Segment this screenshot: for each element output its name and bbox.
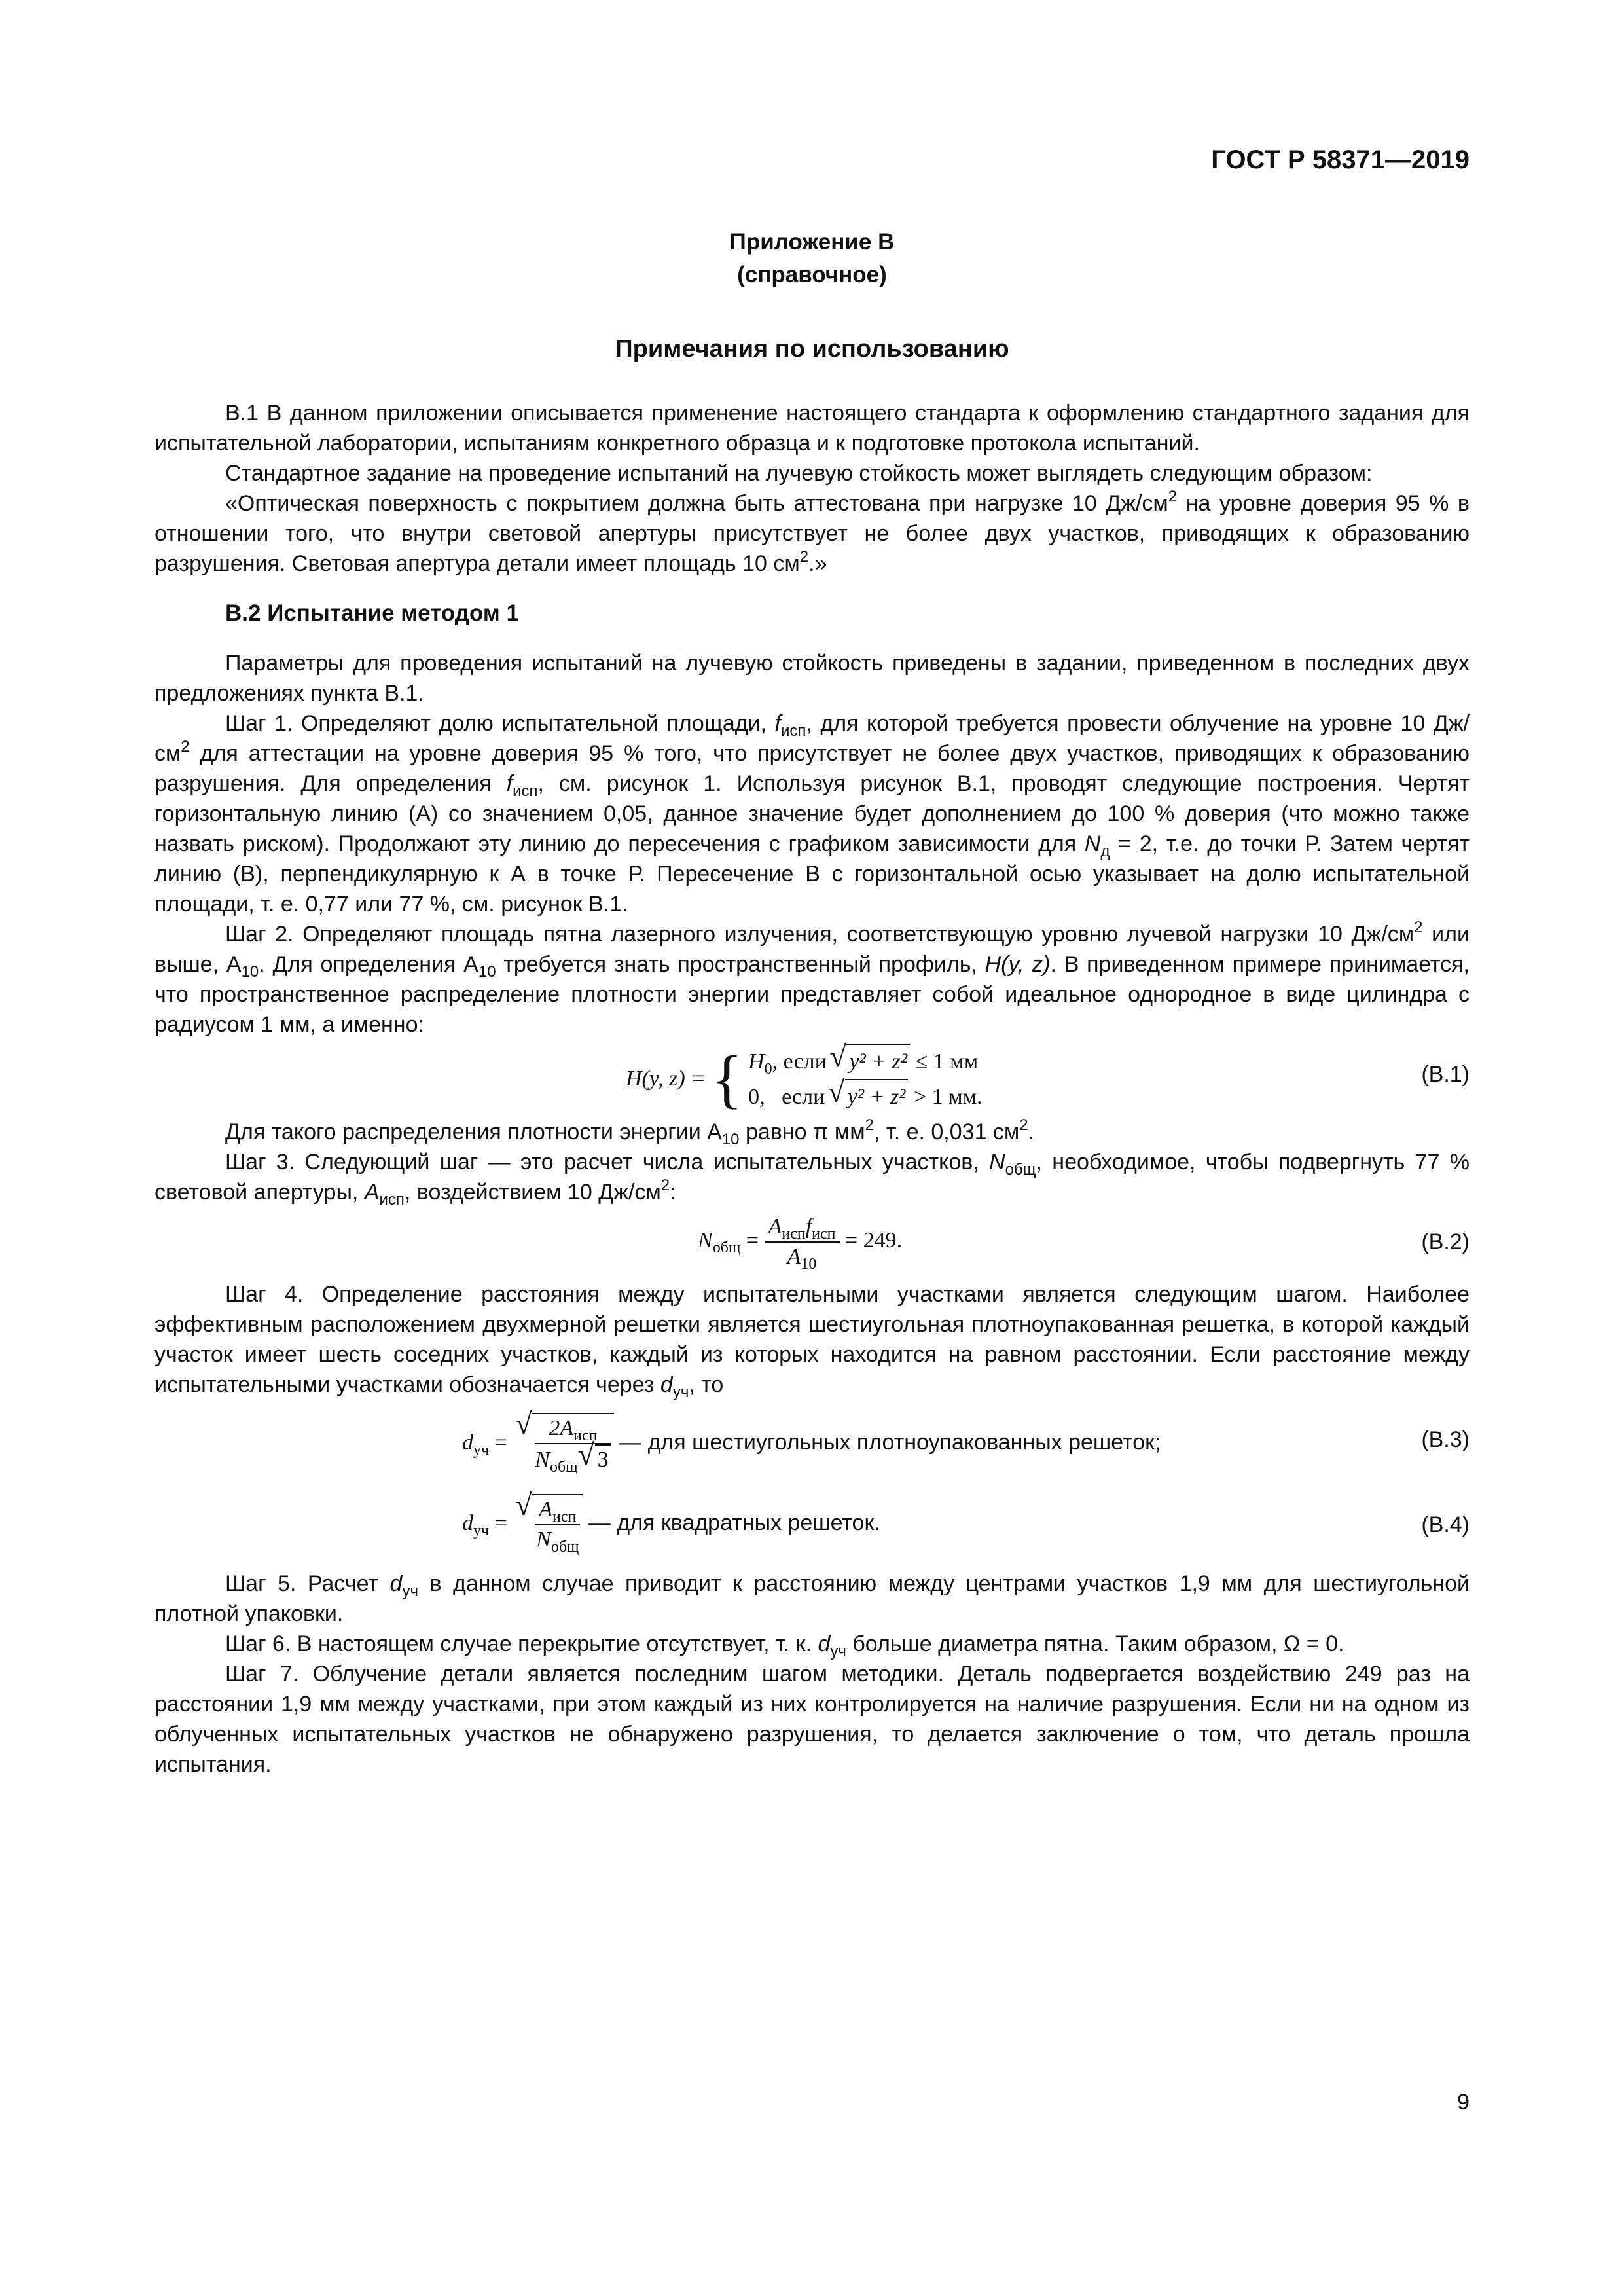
- formula-b4-lhs: d: [462, 1510, 473, 1535]
- formula-brace: {: [711, 1042, 743, 1115]
- paragraph-step-3: Шаг 3. Следующий шаг — это расчет числа испытательных участков, $N_{общ}$, необходимое, чтобы подвергнуть 77 % световой апертуры, $A_{исп}$, воздействием 10 $Дж/см^2$:: [154, 1150, 1470, 1209]
- formula-b1-case-1: $H_0$, если √ y² + z² ≤ 1 мм: [748, 1044, 983, 1079]
- paragraph-b1: В.1 В данном приложении описывается применение настоящего стандарта к оформлению стандартного задания для испытательной лаборатории, испытаниям конкретного образца и к подготовке протокола испытаний.: [154, 401, 1470, 456]
- paragraph-step-2: Шаг 2. Определяют площадь пятна лазерного излучения, соответствующую уровню лучевой нагрузки 10 $Дж/см^2$ или выше, $А_{10}$. Для определения $А_{10}$ требуется знать пространственный профиль, H(y, z). В приведенном примере принимается, что пространственное распределение плотности энергии представляет собой идеальное однородное в виде цилиндра с радиусом 1 мм, а именно:: [154, 919, 1470, 1037]
- formula-b2-fraction: $\frac{A_{исп}f_{исп}}{A_{10}}$: [765, 1212, 840, 1271]
- paragraph-b1-task: Стандартное задание на проведение испытаний на лучевую стойкость может выглядеть следующим образом:: [225, 461, 1373, 486]
- paragraph-step-1: Шаг 1. Определяют долю испытательной площади, $f_{исп}$, для которой требуется провести облучение на уровне 10 $Дж/см^2$ для аттестации на уровне доверия 95 % того, что присутствует не более двух участков, приводящих к образованию разрушения. Для определения $f_{исп}$, см. рисунок 1. Используя рисунок В.1, проводят следующие построения. Чертят горизонтальную линию (А) со значением 0,05, данное значение будет дополнением до 100 % доверия (что можно также назвать риском). Продолжают эту линию до пересечения с графиком зависимости для $N_д = 2$, т.е. до точки Р. Затем чертят линию (В), перпендикулярную к А в точке Р. Пересечение В с горизонтальной осью указывает на долю испытательной площади, т. е. 0,77 или 77 %, см. рисунок В.1.: [154, 711, 1470, 917]
- formula-b2: $N_{общ}$ = $\frac{A_{исп}f_{исп}}{A_{10}}$ = 249. (В.2): [154, 1207, 1470, 1279]
- formula-b2-number: (В.2): [1421, 1230, 1470, 1254]
- paragraph-step-6: Шаг 6. В настоящем случае перекрытие отсутствует, т. к. $d_{уч}$ больше диаметра пятна. Таким образом, Ω = 0.: [225, 1631, 1344, 1660]
- formula-b1-case-2: 0, если √ y² + z² > 1 мм.: [748, 1079, 983, 1114]
- formula-b4: $d_{уч}$ = √ $\frac{A_{исп}}{N_{общ}}$ — для квадратных решеток. (В.4): [154, 1490, 1470, 1569]
- annex-subtitle: (справочное): [737, 262, 887, 287]
- section-title: Примечания по использованию: [615, 335, 1009, 363]
- formula-b4-number: (В.4): [1421, 1512, 1470, 1537]
- annex-heading: [0, 226, 1624, 291]
- paragraph-step-5: Шаг 5. Расчет $d_{уч}$ в данном случае приводит к расстоянию между центрами участков 1,9 мм для шестиугольной плотной упаковки.: [154, 1571, 1470, 1626]
- formula-b3: $d_{уч}$ = √ $\frac{2A_{исп}}{N_{общ}√ 3}$ — для шестиугольных плотноупакованных решеток; (В.3): [154, 1405, 1470, 1490]
- formula-b3-lhs: d: [462, 1430, 473, 1455]
- subsection-heading: В.2 Испытание методом 1: [225, 600, 520, 626]
- paragraph-step-7: Шаг 7. Облучение детали является последним шагом методики. Деталь подвергается воздействию 249 раз на расстоянии 1,9 мм между участками, при этом каждый из них контролируется на наличие разрушения. Если ни на одном из облученных испытательных участков не обнаружено разрушения, то делается заключение о том, что деталь прошла испытания.: [154, 1662, 1470, 1777]
- formula-b1-number: (В.1): [1421, 1062, 1470, 1087]
- formula-b2-lhs: N: [698, 1228, 713, 1252]
- document-body: [154, 398, 1470, 1779]
- document-code: ГОСТ Р 58371—2019: [1211, 145, 1470, 174]
- paragraph-b2-intro: Параметры для проведения испытаний на лучевую стойкость приведены в задании, приведенном в последних двух предложениях пункта В.1.: [154, 651, 1470, 706]
- formula-b1: [154, 1040, 1470, 1117]
- paragraph-step-4: Шаг 4. Определение расстояния между испытательными участками является следующим шагом. Наиболее эффективным расположением двухмерной решетки является шестиугольная плотноупакованная решетка, в которой каждый участок имеет шесть соседних участков, каждый из которых находится на равном расстоянии. Если расстояние между испытательными участками обозначается через $d_{уч}$, то: [154, 1282, 1470, 1401]
- page-number: 9: [1457, 2090, 1470, 2115]
- paragraph-b1-quote: «Оптическая поверхность с покрытием должна быть аттестована при нагрузке 10 $Дж/см^2$ на уровне доверия 95 % в отношении того, что внутри световой апертуры присутствует не более двух участков, приводящих к образованию разрушения. Световая апертура детали имеет площадь 10 $см^2$.»: [154, 488, 1470, 576]
- paragraph-area: Для такого распределения плотности энергии $А_{10}$ равно π $мм^2$, т. е. 0,031 $см^2$.: [225, 1116, 1035, 1148]
- formula-b1-lhs: H(y, z) =: [626, 1066, 706, 1091]
- annex-title: Приложение В: [729, 229, 895, 255]
- formula-b3-number: (В.3): [1421, 1427, 1470, 1452]
